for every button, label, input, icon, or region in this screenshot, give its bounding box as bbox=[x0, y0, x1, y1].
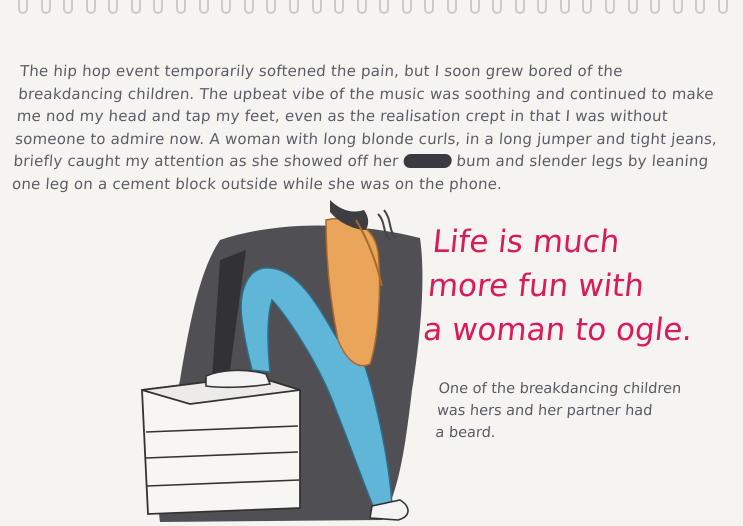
binding-ring bbox=[86, 0, 96, 14]
slogan-line-3: a woman to ogle. bbox=[421, 312, 695, 348]
binding-ring bbox=[153, 0, 163, 14]
binding-ring bbox=[199, 0, 209, 14]
binding-ring bbox=[131, 0, 141, 14]
binding-ring bbox=[492, 0, 502, 14]
binding-ring bbox=[628, 0, 638, 14]
redaction-scribble bbox=[403, 154, 452, 168]
binding-ring bbox=[18, 0, 28, 14]
caption bbox=[435, 378, 730, 444]
binding-ring bbox=[221, 0, 231, 14]
slogan-line-1: Life is much bbox=[430, 224, 622, 260]
binding-ring bbox=[41, 0, 51, 14]
shoe-front bbox=[206, 370, 270, 387]
binding-ring bbox=[650, 0, 660, 14]
binding-ring bbox=[357, 0, 367, 14]
binding-ring bbox=[718, 0, 728, 14]
binding-ring bbox=[582, 0, 592, 14]
binding-ring bbox=[673, 0, 683, 14]
slogan-line-2: more fun with bbox=[426, 268, 646, 304]
woman-leaning-illustration bbox=[120, 200, 440, 526]
binding-ring bbox=[244, 0, 254, 14]
caption-line-1: One of the breakdancing children bbox=[437, 381, 682, 397]
binding-ring bbox=[312, 0, 322, 14]
spiral-binding bbox=[18, 0, 728, 26]
binding-ring bbox=[695, 0, 705, 14]
caption-line-2: was hers and her partner had bbox=[436, 403, 653, 419]
binding-ring bbox=[402, 0, 412, 14]
binding-ring bbox=[515, 0, 525, 14]
binding-ring bbox=[176, 0, 186, 14]
binding-ring bbox=[266, 0, 276, 14]
binding-ring bbox=[108, 0, 118, 14]
binding-ring bbox=[63, 0, 73, 14]
narrative-text-after: bum and slender legs by leaning one leg on a cement block outside while she was on the phone. bbox=[11, 152, 710, 193]
narrative-paragraph bbox=[11, 60, 732, 195]
binding-ring bbox=[334, 0, 344, 14]
binding-ring bbox=[379, 0, 389, 14]
narrative-text-before: The hip hop event temporarily softened the pain, but I soon grew bored of the breakdancing children. The upbeat vibe of the music was soothing and continued to make me nod my head and tap my feet, even as the realisation crept in that I was without someone to admire now. A woman with long blonde curls, in a long jumper and tight jeans, briefly caught my attention as she showed off her bbox=[13, 62, 718, 170]
binding-ring bbox=[424, 0, 434, 14]
slogan bbox=[421, 220, 735, 352]
binding-ring bbox=[447, 0, 457, 14]
binding-ring bbox=[605, 0, 615, 14]
binding-ring bbox=[289, 0, 299, 14]
binding-ring bbox=[470, 0, 480, 14]
binding-ring bbox=[560, 0, 570, 14]
binding-ring bbox=[537, 0, 547, 14]
caption-line-3: a beard. bbox=[434, 425, 497, 441]
cement-block bbox=[142, 376, 300, 514]
